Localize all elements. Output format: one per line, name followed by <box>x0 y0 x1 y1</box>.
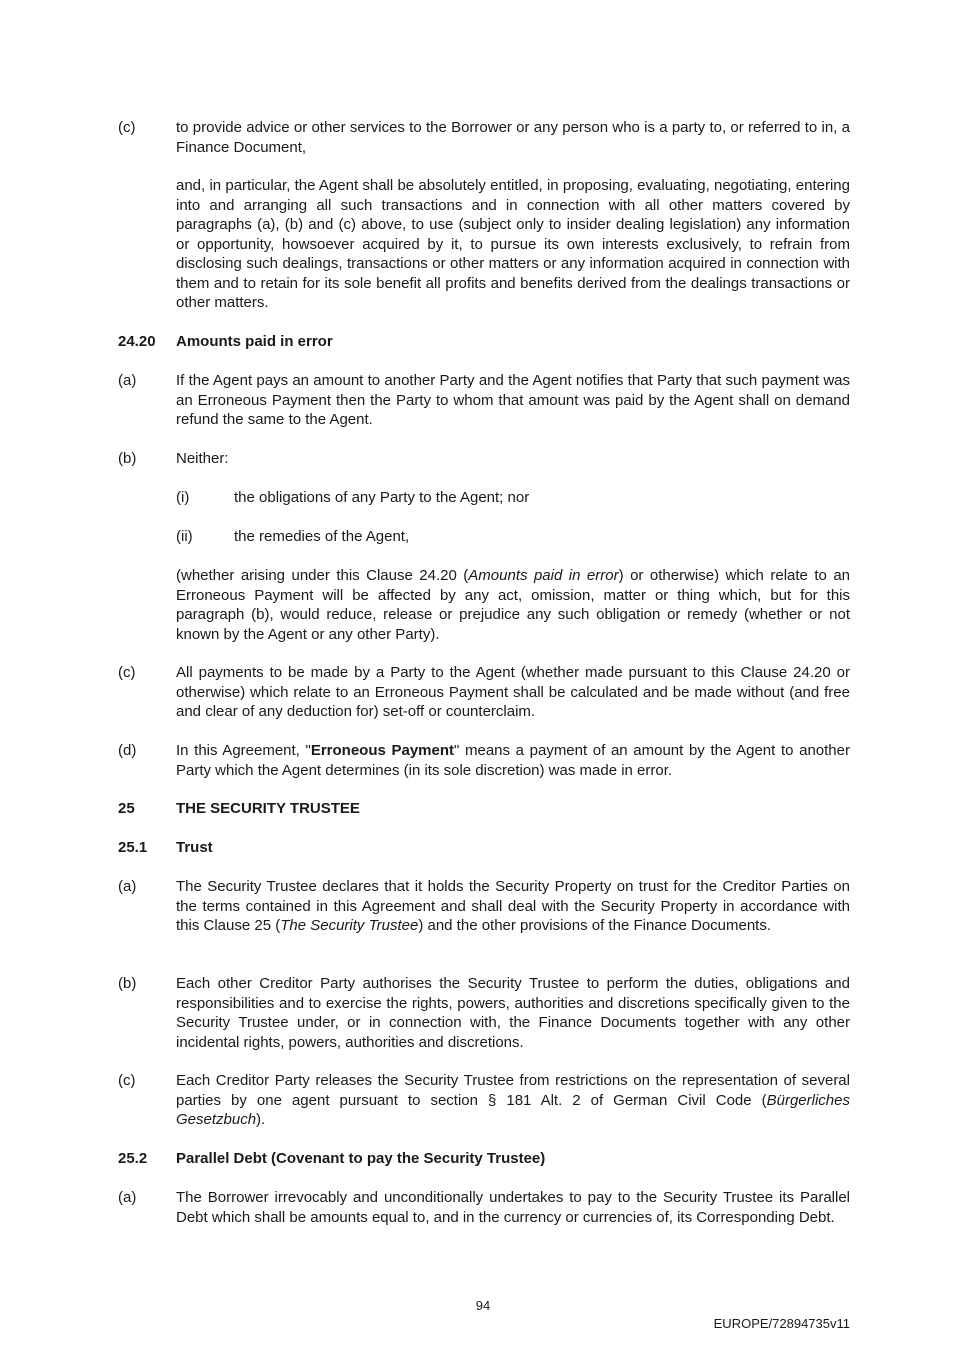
para-2420-d-text-1: In this Agreement, " <box>176 742 311 759</box>
para-251-c-text-1: Each Creditor Party releases the Security Trustee from restrictions on the representation of several parties by one agent pursuant to section § 181 Alt. 2 of German Civil Code ( <box>176 1072 850 1109</box>
clause-251-title: Trust <box>176 839 213 856</box>
para-2420-a-text: If the Agent pays an amount to another Party and the Agent notifies that Party that such payment was an Erroneous Payment then the Party to whom that amount was paid by the Agent shall on demand refund the same to the Agent. <box>176 372 850 428</box>
para-2420-b-tail-2: ) or otherwise) which relate to an Erroneous Payment will be affected by any act, omission, matter or thing which, but for this paragraph (b), would reduce, release or prejudice any such obligation or remedy (whether or not known by the Agent or any other Party). <box>176 567 851 643</box>
para-2420-a-label: (a) <box>118 372 137 389</box>
para-251-a-text <box>176 877 850 936</box>
para-2420-b-i-label: (i) <box>176 489 190 506</box>
para-251-a-text-1: The Security Trustee declares that it holds the Security Property on trust for the Creditor Parties on the terms contained in this Agreement and shall deal with the Security Property in accordance with this Clause 25 ( <box>176 878 850 934</box>
para-252-a-text: The Borrower irrevocably and unconditionally undertakes to pay to the Security Trustee its Parallel Debt which shall be amounts equal to, and in the currency or currencies of, its Corresponding Debt. <box>176 1189 850 1226</box>
clause-2420-number: 24.20 <box>118 333 156 350</box>
para-251-a-text-2: ) and the other provisions of the Finance Documents. <box>418 917 772 934</box>
clause-251-number: 25.1 <box>118 839 148 856</box>
and-in-particular-para: and, in particular, the Agent shall be absolutely entitled, in proposing, evaluating, negotiating, entering into and arranging all such transactions and in connection with all other matters covered by paragraphs (a), (b) and (c) above, to use (subject only to insider dealing legislation) any information or opportunity, howsoever acquired by it, to pursue its own interests exclusively, to refrain from disclosing such dealings, transactions or other matters or any information acquired in connection with them and to retain for its sole benefit all profits and benefits derived from the dealings transactions or other matters. <box>176 177 850 311</box>
para-2420-d-label: (d) <box>118 742 137 759</box>
para-2420-b-tail-1: (whether arising under this Clause 24.20 ( <box>176 567 469 584</box>
para-2420-b-tail <box>176 566 850 644</box>
para-251-c-label: (c) <box>118 1072 136 1089</box>
para-2420-b-i-text: the obligations of any Party to the Agent; nor <box>234 489 530 506</box>
clause-25-title: THE SECURITY TRUSTEE <box>176 800 360 817</box>
para-c-label: (c) <box>118 119 136 136</box>
document-reference: EUROPE/72894735v11 <box>713 1316 850 1331</box>
para-251-a-label: (a) <box>118 878 137 895</box>
para-c-text: to provide advice or other services to the Borrower or any person who is a party to, or referred to in, a Finance Document, <box>176 119 850 156</box>
para-2420-b-text: Neither: <box>176 450 229 467</box>
clause-25-number: 25 <box>118 800 135 817</box>
clause-252-number: 25.2 <box>118 1150 148 1167</box>
para-251-b-label: (b) <box>118 975 137 992</box>
para-251-c-em: Bürgerliches Gesetzbuch <box>176 1091 850 1128</box>
para-251-b-text: Each other Creditor Party authorises the Security Trustee to perform the duties, obligations and responsibilities and to exercise the rights, powers, authorities and discretions specifically given to the Security Trustee under, or in connection with, the Finance Documents together with any other incidental rights, powers, authorities and discretions. <box>176 975 850 1051</box>
para-2420-b-label: (b) <box>118 450 137 467</box>
para-2420-c-text: All payments to be made by a Party to the Agent (whether made pursuant to this Clause 24.20 or otherwise) which relate to an Erroneous Payment shall be calculated and be made without (and free and clear of any deduction for) set-off or counterclaim. <box>176 664 850 720</box>
para-251-c-text <box>176 1071 850 1130</box>
page-number: 94 <box>475 1298 491 1313</box>
para-2420-b-ii-text: the remedies of the Agent, <box>234 528 410 545</box>
clause-252-title: Parallel Debt (Covenant to pay the Security Trustee) <box>176 1150 546 1167</box>
erroneous-payment-term: Erroneous Payment <box>310 742 455 759</box>
para-2420-b-ii-label: (ii) <box>176 528 193 545</box>
para-2420-d-text-2: " means a payment of an amount by the Agent to another Party which the Agent determines (in its sole discretion) was made in error. <box>176 742 850 779</box>
clause-2420-title: Amounts paid in error <box>176 333 333 350</box>
para-251-c-text-2: ). <box>256 1111 266 1128</box>
para-252-a-label: (a) <box>118 1189 137 1206</box>
para-251-a-em: The Security Trustee <box>280 917 419 934</box>
para-2420-c-label: (c) <box>118 664 136 681</box>
para-2420-d-text <box>176 741 850 780</box>
para-2420-b-tail-em: Amounts paid in error <box>468 567 619 584</box>
